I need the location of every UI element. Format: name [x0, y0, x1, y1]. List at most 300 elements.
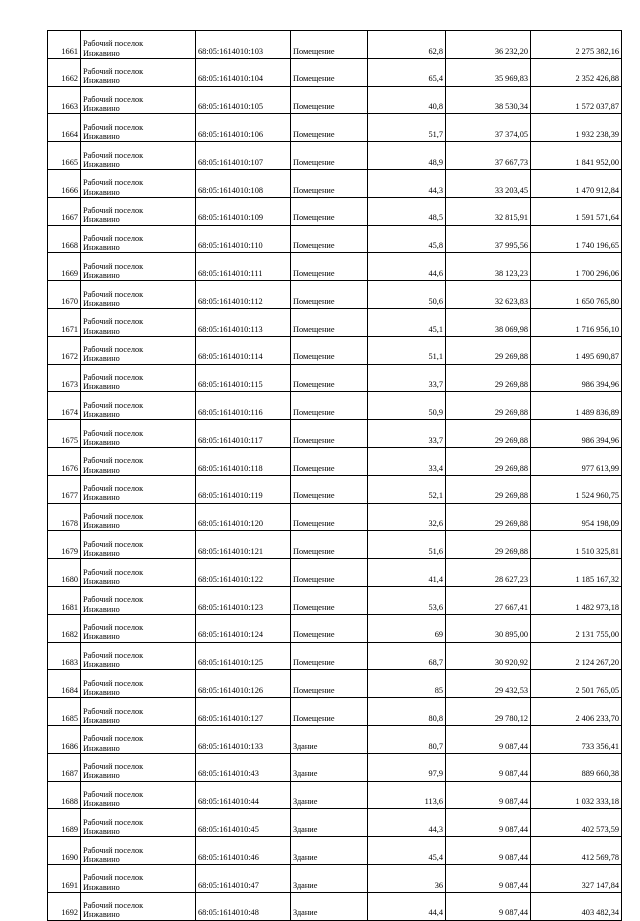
cadastral-value-cell: 1 932 238,39 — [531, 114, 622, 142]
settlement-type: Рабочий поселок — [83, 762, 144, 772]
cadastral-value-cell: 2 352 426,88 — [531, 58, 622, 86]
cadastral-number-cell: 68:05:1614010:48 — [196, 892, 291, 920]
cadastral-value-cell: 1 572 037,87 — [531, 86, 622, 114]
area-cell: 45,4 — [368, 837, 446, 865]
settlement-name: Инжавино — [83, 215, 120, 225]
unit-price-cell: 37 995,56 — [446, 225, 531, 253]
table-row — [48, 670, 622, 698]
settlement-name: Инжавино — [83, 159, 120, 169]
area-cell: 44,3 — [368, 809, 446, 837]
cadastral-number-cell: 68:05:1614010:118 — [196, 447, 291, 475]
row-number-cell: 1680 — [48, 559, 81, 587]
area-cell: 113,6 — [368, 781, 446, 809]
row-number-cell: 1668 — [48, 225, 81, 253]
row-number-cell: 1661 — [48, 31, 81, 59]
settlement-name: Инжавино — [83, 660, 120, 670]
cadastral-number-cell: 68:05:1614010:45 — [196, 809, 291, 837]
area-cell: 53,6 — [368, 586, 446, 614]
row-number-cell: 1663 — [48, 86, 81, 114]
location-cell — [81, 642, 196, 670]
settlement-name: Инжавино — [83, 882, 120, 892]
settlement-type: Рабочий поселок — [83, 845, 144, 855]
unit-price-cell: 9 087,44 — [446, 725, 531, 753]
area-cell: 51,1 — [368, 336, 446, 364]
area-cell: 45,8 — [368, 225, 446, 253]
row-number-cell: 1686 — [48, 725, 81, 753]
settlement-type: Рабочий поселок — [83, 39, 144, 49]
settlement-type: Рабочий поселок — [83, 539, 144, 549]
cadastral-value-cell: 1 716 956,10 — [531, 308, 622, 336]
settlement-name: Инжавино — [83, 743, 120, 753]
row-number-cell: 1685 — [48, 698, 81, 726]
settlement-name: Инжавино — [83, 799, 120, 809]
location-cell — [81, 475, 196, 503]
object-type-cell: Помещение — [291, 586, 368, 614]
unit-price-cell: 32 623,83 — [446, 281, 531, 309]
table-row — [48, 614, 622, 642]
cadastral-number-cell: 68:05:1614010:114 — [196, 336, 291, 364]
area-cell: 80,8 — [368, 698, 446, 726]
settlement-type: Рабочий поселок — [83, 567, 144, 577]
settlement-type: Рабочий поселок — [83, 511, 144, 521]
location-cell — [81, 420, 196, 448]
unit-price-cell: 36 232,20 — [446, 31, 531, 59]
object-type-cell: Помещение — [291, 253, 368, 281]
settlement-type: Рабочий поселок — [83, 706, 144, 716]
cadastral-value-cell: 412 569,78 — [531, 837, 622, 865]
location-cell — [81, 753, 196, 781]
object-type-cell: Здание — [291, 725, 368, 753]
settlement-name: Инжавино — [83, 576, 120, 586]
row-number-cell: 1670 — [48, 281, 81, 309]
cadastral-number-cell: 68:05:1614010:106 — [196, 114, 291, 142]
object-type-cell: Здание — [291, 892, 368, 920]
object-type-cell: Здание — [291, 837, 368, 865]
object-type-cell: Помещение — [291, 225, 368, 253]
area-cell: 62,8 — [368, 31, 446, 59]
area-cell: 65,4 — [368, 58, 446, 86]
table-row — [48, 364, 622, 392]
area-cell: 33,4 — [368, 447, 446, 475]
cadastral-number-cell: 68:05:1614010:124 — [196, 614, 291, 642]
object-type-cell: Помещение — [291, 197, 368, 225]
settlement-type: Рабочий поселок — [83, 650, 144, 660]
area-cell: 44,6 — [368, 253, 446, 281]
cadastral-value-cell: 1 650 765,80 — [531, 281, 622, 309]
cadastral-value-cell: 889 660,38 — [531, 753, 622, 781]
unit-price-cell: 29 780,12 — [446, 698, 531, 726]
location-cell — [81, 197, 196, 225]
cadastral-value-cell: 1 524 960,75 — [531, 475, 622, 503]
table-row — [48, 725, 622, 753]
cadastral-number-cell: 68:05:1614010:119 — [196, 475, 291, 503]
cadastral-number-cell: 68:05:1614010:126 — [196, 670, 291, 698]
settlement-type: Рабочий поселок — [83, 734, 144, 744]
unit-price-cell: 9 087,44 — [446, 809, 531, 837]
area-cell: 45,1 — [368, 308, 446, 336]
location-cell — [81, 725, 196, 753]
cadastral-number-cell: 68:05:1614010:107 — [196, 142, 291, 170]
area-cell: 50,6 — [368, 281, 446, 309]
object-type-cell: Помещение — [291, 559, 368, 587]
unit-price-cell: 9 087,44 — [446, 781, 531, 809]
object-type-cell: Помещение — [291, 114, 368, 142]
settlement-name: Инжавино — [83, 715, 120, 725]
cadastral-value-cell: 2 501 765,05 — [531, 670, 622, 698]
settlement-name: Инжавино — [83, 104, 120, 114]
area-cell: 51,6 — [368, 531, 446, 559]
unit-price-cell: 30 920,92 — [446, 642, 531, 670]
table-row — [48, 58, 622, 86]
unit-price-cell: 9 087,44 — [446, 837, 531, 865]
settlement-type: Рабочий поселок — [83, 484, 144, 494]
settlement-name: Инжавино — [83, 354, 120, 364]
settlement-name: Инжавино — [83, 521, 120, 531]
settlement-name: Инжавино — [83, 437, 120, 447]
object-type-cell: Помещение — [291, 336, 368, 364]
table-row — [48, 308, 622, 336]
unit-price-cell: 29 269,88 — [446, 364, 531, 392]
settlement-type: Рабочий поселок — [83, 901, 144, 911]
row-number-cell: 1689 — [48, 809, 81, 837]
table-row — [48, 503, 622, 531]
location-cell — [81, 781, 196, 809]
object-type-cell: Помещение — [291, 58, 368, 86]
location-cell — [81, 308, 196, 336]
object-type-cell: Помещение — [291, 475, 368, 503]
cadastral-number-cell: 68:05:1614010:109 — [196, 197, 291, 225]
cadastral-value-cell: 1 841 952,00 — [531, 142, 622, 170]
cadastral-number-cell: 68:05:1614010:120 — [196, 503, 291, 531]
row-number-cell: 1687 — [48, 753, 81, 781]
settlement-type: Рабочий поселок — [83, 206, 144, 216]
cadastral-number-cell: 68:05:1614010:122 — [196, 559, 291, 587]
cadastral-number-cell: 68:05:1614010:125 — [196, 642, 291, 670]
settlement-name: Инжавино — [83, 493, 120, 503]
location-cell — [81, 614, 196, 642]
object-type-cell: Помещение — [291, 670, 368, 698]
table-row — [48, 837, 622, 865]
row-number-cell: 1690 — [48, 837, 81, 865]
cadastral-number-cell: 68:05:1614010:111 — [196, 253, 291, 281]
table-row — [48, 86, 622, 114]
table-row — [48, 225, 622, 253]
location-cell — [81, 531, 196, 559]
cadastral-value-cell: 402 573,59 — [531, 809, 622, 837]
table-row — [48, 336, 622, 364]
object-type-cell: Помещение — [291, 86, 368, 114]
settlement-type: Рабочий поселок — [83, 789, 144, 799]
row-number-cell: 1674 — [48, 392, 81, 420]
settlement-name: Инжавино — [83, 243, 120, 253]
settlement-name: Инжавино — [83, 826, 120, 836]
settlement-name: Инжавино — [83, 910, 120, 920]
row-number-cell: 1679 — [48, 531, 81, 559]
unit-price-cell: 28 627,23 — [446, 559, 531, 587]
cadastral-value-cell: 977 613,99 — [531, 447, 622, 475]
row-number-cell: 1667 — [48, 197, 81, 225]
location-cell — [81, 559, 196, 587]
settlement-name: Инжавино — [83, 48, 120, 58]
location-cell — [81, 892, 196, 920]
object-type-cell: Помещение — [291, 642, 368, 670]
settlement-name: Инжавино — [83, 854, 120, 864]
location-cell — [81, 253, 196, 281]
settlement-name: Инжавино — [83, 76, 120, 86]
location-cell — [81, 142, 196, 170]
settlement-name: Инжавино — [83, 382, 120, 392]
table-row — [48, 281, 622, 309]
unit-price-cell: 29 269,88 — [446, 447, 531, 475]
object-type-cell: Здание — [291, 753, 368, 781]
location-cell — [81, 169, 196, 197]
location-cell — [81, 864, 196, 892]
cadastral-value-cell: 1 495 690,87 — [531, 336, 622, 364]
object-type-cell: Помещение — [291, 420, 368, 448]
cadastral-value-cell: 733 356,41 — [531, 725, 622, 753]
settlement-type: Рабочий поселок — [83, 817, 144, 827]
cadastral-value-cell: 1 470 912,84 — [531, 169, 622, 197]
cadastral-number-cell: 68:05:1614010:113 — [196, 308, 291, 336]
row-number-cell: 1677 — [48, 475, 81, 503]
row-number-cell: 1682 — [48, 614, 81, 642]
settlement-name: Инжавино — [83, 465, 120, 475]
area-cell: 33,7 — [368, 364, 446, 392]
cadastral-value-cell: 1 482 973,18 — [531, 586, 622, 614]
area-cell: 80,7 — [368, 725, 446, 753]
cadastral-number-cell: 68:05:1614010:46 — [196, 837, 291, 865]
area-cell: 69 — [368, 614, 446, 642]
table-row — [48, 253, 622, 281]
table-row — [48, 169, 622, 197]
cadastral-number-cell: 68:05:1614010:104 — [196, 58, 291, 86]
cadastral-number-cell: 68:05:1614010:105 — [196, 86, 291, 114]
settlement-type: Рабочий поселок — [83, 94, 144, 104]
object-type-cell: Помещение — [291, 392, 368, 420]
row-number-cell: 1673 — [48, 364, 81, 392]
object-type-cell: Помещение — [291, 503, 368, 531]
unit-price-cell: 29 269,88 — [446, 531, 531, 559]
unit-price-cell: 38 123,23 — [446, 253, 531, 281]
table-row — [48, 420, 622, 448]
area-cell: 52,1 — [368, 475, 446, 503]
settlement-type: Рабочий поселок — [83, 595, 144, 605]
table-row — [48, 531, 622, 559]
settlement-type: Рабочий поселок — [83, 289, 144, 299]
unit-price-cell: 30 895,00 — [446, 614, 531, 642]
unit-price-cell: 37 667,73 — [446, 142, 531, 170]
location-cell — [81, 281, 196, 309]
location-cell — [81, 503, 196, 531]
location-cell — [81, 364, 196, 392]
row-number-cell: 1684 — [48, 670, 81, 698]
area-cell: 32,6 — [368, 503, 446, 531]
settlement-name: Инжавино — [83, 326, 120, 336]
cadastral-value-cell: 954 198,09 — [531, 503, 622, 531]
table-row — [48, 698, 622, 726]
table-row — [48, 475, 622, 503]
area-cell: 85 — [368, 670, 446, 698]
table-body — [48, 31, 622, 921]
area-cell: 41,4 — [368, 559, 446, 587]
cadastral-number-cell: 68:05:1614010:133 — [196, 725, 291, 753]
settlement-type: Рабочий поселок — [83, 623, 144, 633]
area-cell: 48,9 — [368, 142, 446, 170]
settlement-name: Инжавино — [83, 187, 120, 197]
cadastral-value-cell: 986 394,96 — [531, 364, 622, 392]
settlement-name: Инжавино — [83, 632, 120, 642]
cadastral-value-cell: 986 394,96 — [531, 420, 622, 448]
settlement-name: Инжавино — [83, 270, 120, 280]
row-number-cell: 1669 — [48, 253, 81, 281]
cadastral-number-cell: 68:05:1614010:116 — [196, 392, 291, 420]
cadastral-number-cell: 68:05:1614010:112 — [196, 281, 291, 309]
object-type-cell: Здание — [291, 864, 368, 892]
cadastral-value-cell: 2 124 267,20 — [531, 642, 622, 670]
cadastral-number-cell: 68:05:1614010:121 — [196, 531, 291, 559]
area-cell: 40,8 — [368, 86, 446, 114]
row-number-cell: 1691 — [48, 864, 81, 892]
area-cell: 68,7 — [368, 642, 446, 670]
unit-price-cell: 29 269,88 — [446, 503, 531, 531]
row-number-cell: 1666 — [48, 169, 81, 197]
settlement-name: Инжавино — [83, 771, 120, 781]
table-row — [48, 197, 622, 225]
unit-price-cell: 29 269,88 — [446, 336, 531, 364]
table-row — [48, 31, 622, 59]
table-row — [48, 892, 622, 920]
unit-price-cell: 35 969,83 — [446, 58, 531, 86]
location-cell — [81, 336, 196, 364]
settlement-type: Рабочий поселок — [83, 678, 144, 688]
settlement-type: Рабочий поселок — [83, 400, 144, 410]
cadastral-number-cell: 68:05:1614010:47 — [196, 864, 291, 892]
object-type-cell: Помещение — [291, 447, 368, 475]
cadastral-number-cell: 68:05:1614010:108 — [196, 169, 291, 197]
table-row — [48, 142, 622, 170]
unit-price-cell: 29 432,53 — [446, 670, 531, 698]
object-type-cell: Помещение — [291, 142, 368, 170]
row-number-cell: 1676 — [48, 447, 81, 475]
table-row — [48, 559, 622, 587]
location-cell — [81, 837, 196, 865]
settlement-type: Рабочий поселок — [83, 345, 144, 355]
settlement-name: Инжавино — [83, 604, 120, 614]
cadastral-value-cell: 1 591 571,64 — [531, 197, 622, 225]
cadastral-number-cell: 68:05:1614010:103 — [196, 31, 291, 59]
object-type-cell: Помещение — [291, 31, 368, 59]
settlement-name: Инжавино — [83, 687, 120, 697]
cadastral-number-cell: 68:05:1614010:117 — [196, 420, 291, 448]
cadastral-number-cell: 68:05:1614010:127 — [196, 698, 291, 726]
unit-price-cell: 9 087,44 — [446, 753, 531, 781]
cadastral-value-cell: 327 147,84 — [531, 864, 622, 892]
location-cell — [81, 586, 196, 614]
unit-price-cell: 37 374,05 — [446, 114, 531, 142]
settlement-name: Инжавино — [83, 131, 120, 141]
area-cell: 36 — [368, 864, 446, 892]
settlement-type: Рабочий поселок — [83, 873, 144, 883]
table-row — [48, 392, 622, 420]
object-type-cell: Помещение — [291, 169, 368, 197]
table-row — [48, 586, 622, 614]
location-cell — [81, 86, 196, 114]
settlement-name: Инжавино — [83, 298, 120, 308]
unit-price-cell: 38 530,34 — [446, 86, 531, 114]
location-cell — [81, 225, 196, 253]
location-cell — [81, 58, 196, 86]
cadastral-value-cell: 1 032 333,18 — [531, 781, 622, 809]
cadastral-number-cell: 68:05:1614010:44 — [196, 781, 291, 809]
table-row — [48, 642, 622, 670]
row-number-cell: 1664 — [48, 114, 81, 142]
cadastral-value-cell: 1 489 836,89 — [531, 392, 622, 420]
object-type-cell: Помещение — [291, 531, 368, 559]
object-type-cell: Помещение — [291, 308, 368, 336]
settlement-type: Рабочий поселок — [83, 122, 144, 132]
unit-price-cell: 9 087,44 — [446, 892, 531, 920]
settlement-type: Рабочий поселок — [83, 178, 144, 188]
settlement-type: Рабочий поселок — [83, 428, 144, 438]
location-cell — [81, 698, 196, 726]
cadastral-value-cell: 2 131 755,00 — [531, 614, 622, 642]
settlement-type: Рабочий поселок — [83, 67, 144, 77]
property-valuation-table — [47, 30, 622, 921]
cadastral-value-cell: 1 510 325,81 — [531, 531, 622, 559]
unit-price-cell: 32 815,91 — [446, 197, 531, 225]
row-number-cell: 1671 — [48, 308, 81, 336]
cadastral-number-cell: 68:05:1614010:110 — [196, 225, 291, 253]
cadastral-value-cell: 1 700 296,06 — [531, 253, 622, 281]
row-number-cell: 1688 — [48, 781, 81, 809]
row-number-cell: 1683 — [48, 642, 81, 670]
area-cell: 51,7 — [368, 114, 446, 142]
settlement-type: Рабочий поселок — [83, 233, 144, 243]
row-number-cell: 1681 — [48, 586, 81, 614]
unit-price-cell: 29 269,88 — [446, 392, 531, 420]
area-cell: 48,5 — [368, 197, 446, 225]
settlement-type: Рабочий поселок — [83, 261, 144, 271]
cadastral-value-cell: 2 275 382,16 — [531, 31, 622, 59]
cadastral-value-cell: 1 185 167,32 — [531, 559, 622, 587]
location-cell — [81, 31, 196, 59]
row-number-cell: 1662 — [48, 58, 81, 86]
row-number-cell: 1675 — [48, 420, 81, 448]
unit-price-cell: 29 269,88 — [446, 420, 531, 448]
object-type-cell: Помещение — [291, 614, 368, 642]
area-cell: 44,4 — [368, 892, 446, 920]
settlement-type: Рабочий поселок — [83, 456, 144, 466]
location-cell — [81, 392, 196, 420]
unit-price-cell: 29 269,88 — [446, 475, 531, 503]
table-row — [48, 864, 622, 892]
row-number-cell: 1692 — [48, 892, 81, 920]
location-cell — [81, 114, 196, 142]
object-type-cell: Помещение — [291, 364, 368, 392]
cadastral-value-cell: 1 740 196,65 — [531, 225, 622, 253]
row-number-cell: 1678 — [48, 503, 81, 531]
object-type-cell: Здание — [291, 809, 368, 837]
table-row — [48, 753, 622, 781]
object-type-cell: Помещение — [291, 698, 368, 726]
table-row — [48, 809, 622, 837]
row-number-cell: 1665 — [48, 142, 81, 170]
unit-price-cell: 38 069,98 — [446, 308, 531, 336]
row-number-cell: 1672 — [48, 336, 81, 364]
cadastral-number-cell: 68:05:1614010:123 — [196, 586, 291, 614]
location-cell — [81, 447, 196, 475]
location-cell — [81, 809, 196, 837]
